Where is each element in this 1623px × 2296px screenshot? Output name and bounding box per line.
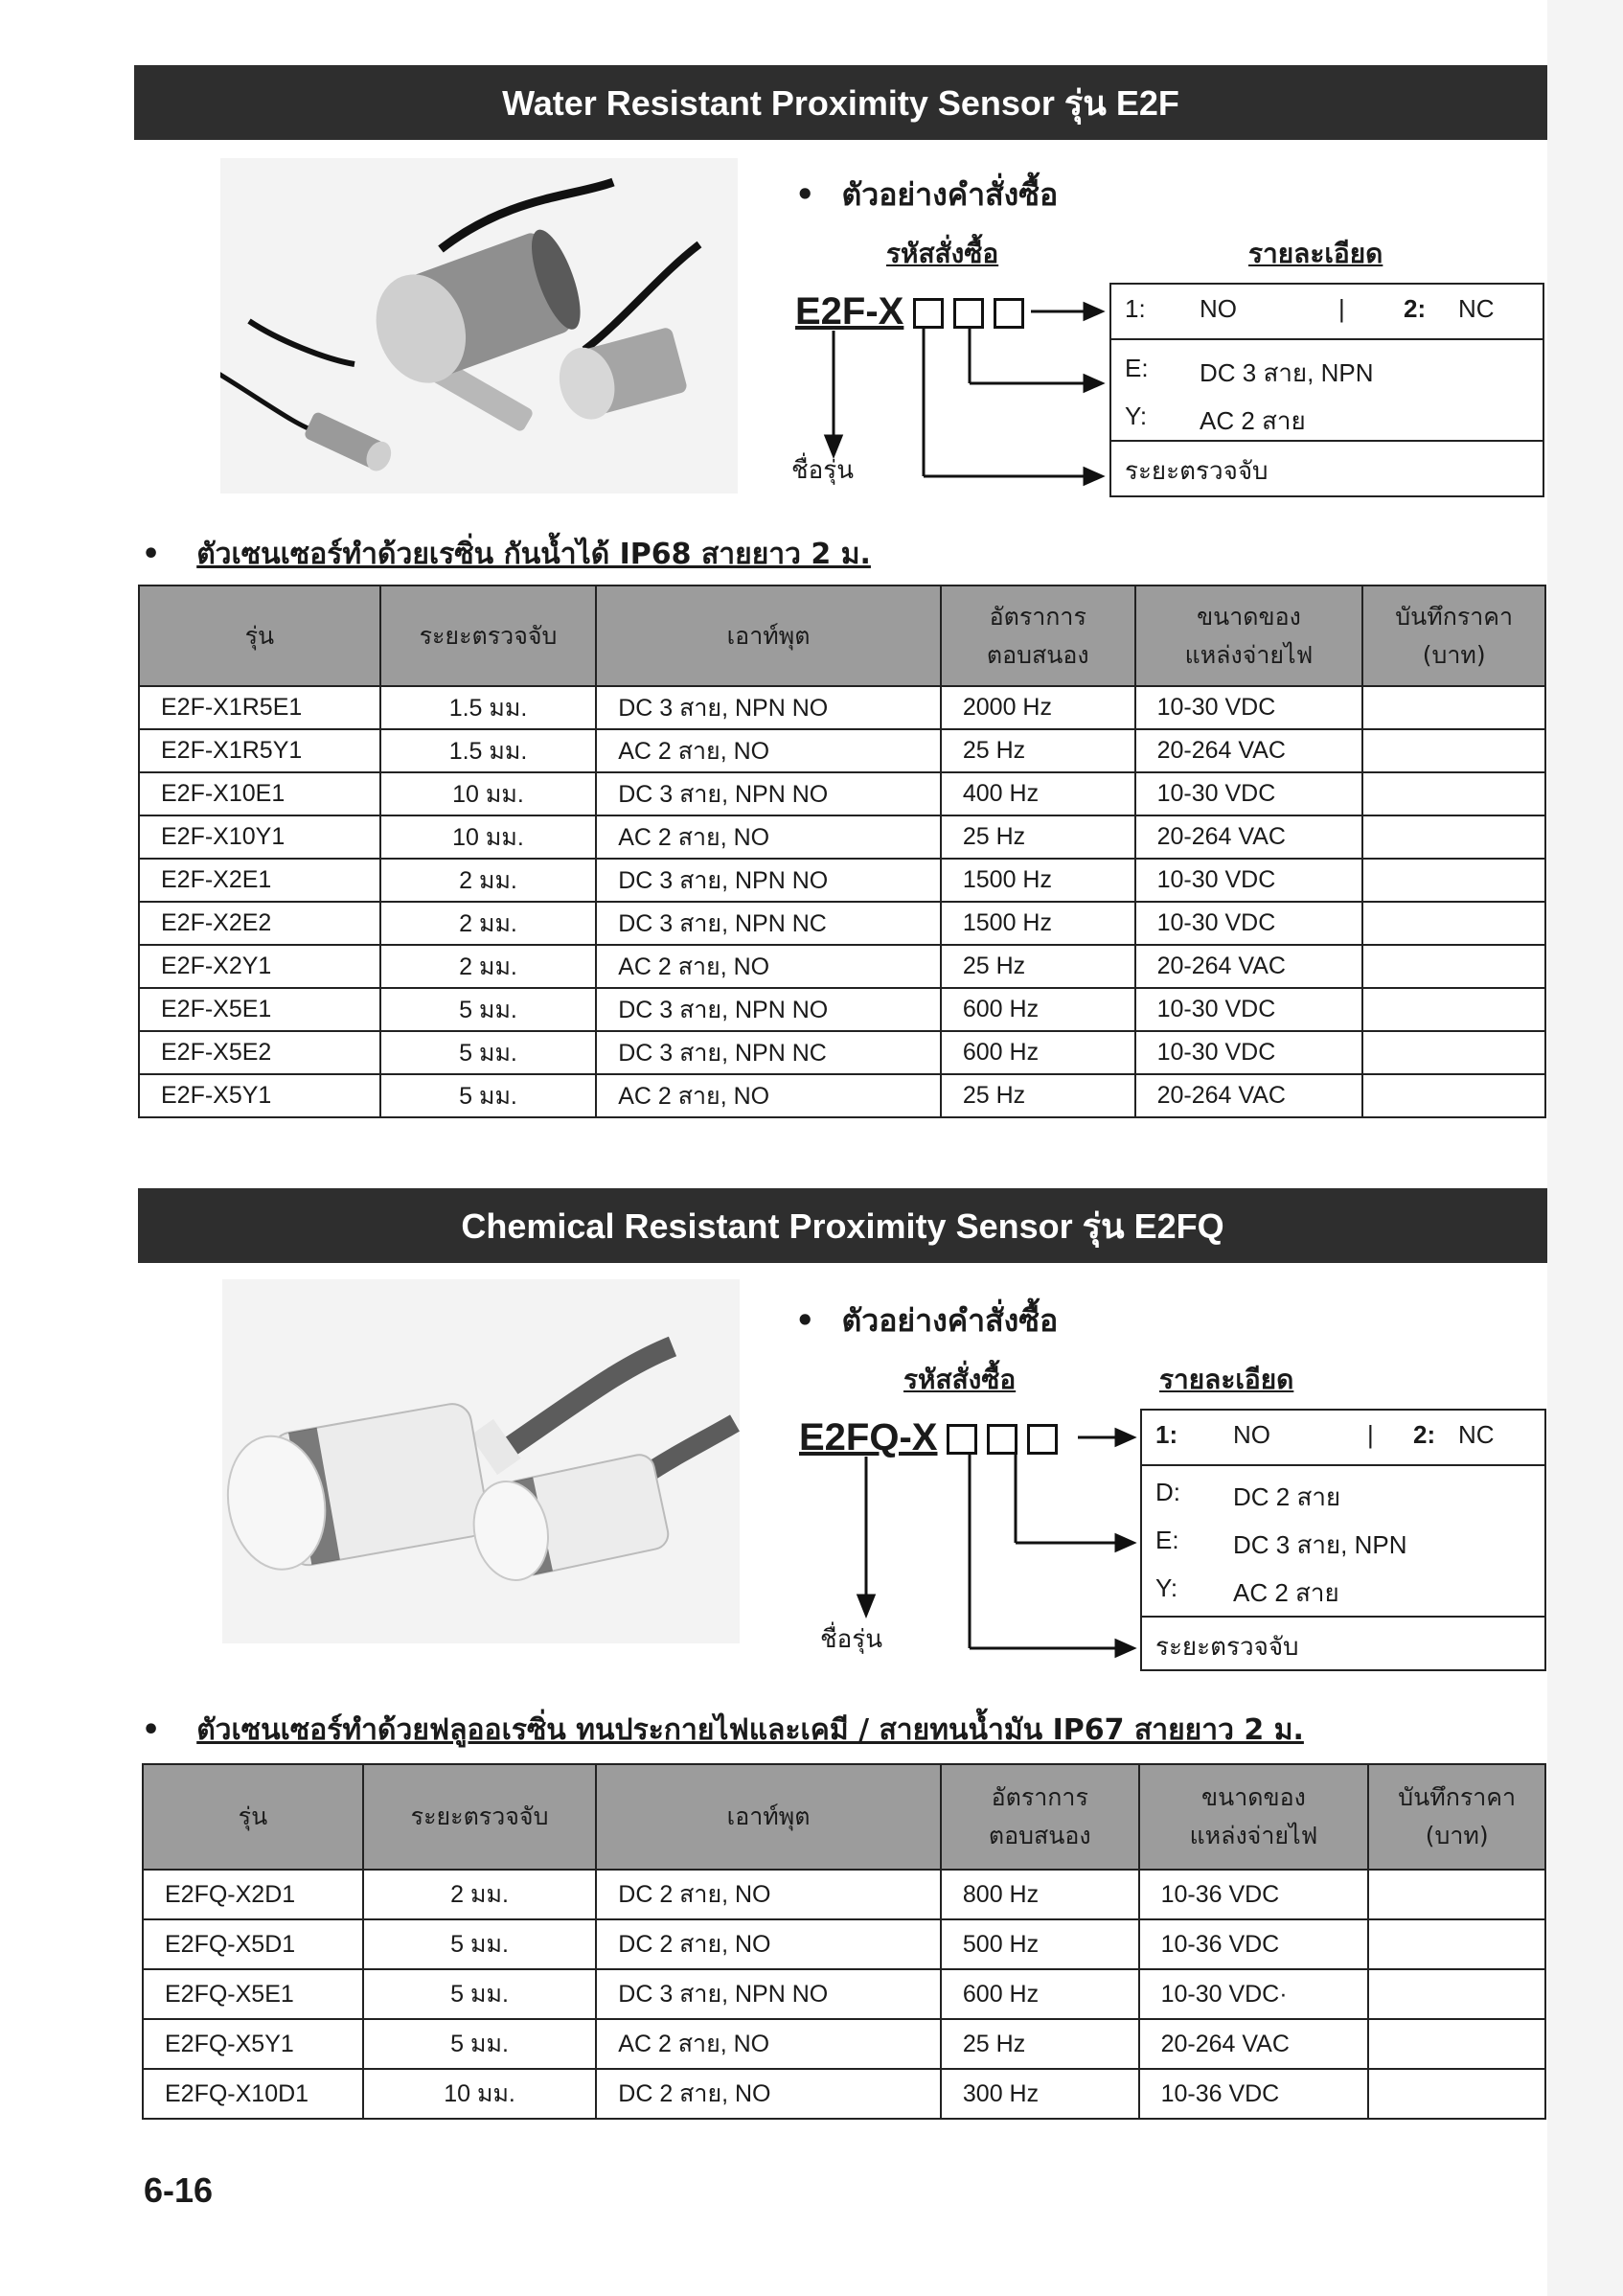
table-row bbox=[143, 1870, 1545, 1919]
cell-model: E2F-X5E1 bbox=[139, 988, 380, 1031]
e2fq-product-photo bbox=[222, 1279, 740, 1643]
col-header-model: รุ่น bbox=[143, 1764, 363, 1870]
cell-distance: 2 มม. bbox=[380, 945, 596, 988]
detail-value: AC 2 สาย bbox=[1233, 1578, 1339, 1607]
cell-distance: 1.5 มม. bbox=[380, 729, 596, 772]
e2fq-spec-table bbox=[142, 1763, 1546, 2120]
cell-price bbox=[1368, 2019, 1545, 2069]
cell-response: 1500 Hz bbox=[941, 902, 1135, 945]
cell-output: DC 3 สาย, NPN NO bbox=[596, 988, 941, 1031]
detail-key: Y: bbox=[1155, 1573, 1178, 1602]
cell-response: 800 Hz bbox=[941, 1870, 1139, 1919]
e2fq-section-banner bbox=[138, 1188, 1547, 1263]
table-row bbox=[143, 1919, 1545, 1969]
cell-supply: 10-36 VDC bbox=[1139, 2069, 1369, 2119]
cell-price bbox=[1362, 1031, 1545, 1074]
cell-distance: 1.5 มม. bbox=[380, 686, 596, 729]
cell-output: AC 2 สาย, NO bbox=[596, 2019, 941, 2069]
cell-distance: 10 มม. bbox=[380, 815, 596, 859]
cell-supply: 20-264 VAC bbox=[1139, 2019, 1369, 2069]
col-header-response: อัตราการ ตอบสนอง bbox=[941, 585, 1135, 686]
cell-supply: 20-264 VAC bbox=[1135, 945, 1363, 988]
cell-supply: 20-264 VAC bbox=[1135, 729, 1363, 772]
e2fq-model-label: ชื่อรุ่น bbox=[820, 1625, 882, 1654]
cell-output: DC 2 สาย, NO bbox=[596, 1870, 941, 1919]
detail-key: E: bbox=[1155, 1526, 1179, 1554]
cell-response: 500 Hz bbox=[941, 1919, 1139, 1969]
e2fq-section-title: Chemical Resistant Proximity Sensor รุ่น E2FQ bbox=[461, 1205, 1224, 1246]
table-row bbox=[139, 729, 1545, 772]
cell-response: 25 Hz bbox=[941, 945, 1135, 988]
table-row bbox=[139, 859, 1545, 902]
cell-output: AC 2 สาย, NO bbox=[596, 729, 941, 772]
cell-price bbox=[1362, 945, 1545, 988]
table-row bbox=[143, 1969, 1545, 2019]
detail-key: Y: bbox=[1125, 402, 1148, 430]
e2f-spec-table bbox=[138, 585, 1546, 1118]
cell-model: E2FQ-X5D1 bbox=[143, 1919, 363, 1969]
e2fq-detail-box bbox=[1140, 1409, 1546, 1671]
cell-response: 600 Hz bbox=[941, 988, 1135, 1031]
col-header-response: อัตราการ ตอบสนอง bbox=[941, 1764, 1139, 1870]
table-row bbox=[139, 1031, 1545, 1074]
cell-model: E2F-X1R5E1 bbox=[139, 686, 380, 729]
cell-model: E2F-X5E2 bbox=[139, 1031, 380, 1074]
cell-model: E2F-X2E1 bbox=[139, 859, 380, 902]
cell-response: 1500 Hz bbox=[941, 859, 1135, 902]
cell-output: AC 2 สาย, NO bbox=[596, 1074, 941, 1117]
detail-value: ระยะตรวจจับ bbox=[1155, 1633, 1299, 1662]
col-header-price: บันทึกราคา (บาท) bbox=[1362, 585, 1545, 686]
cell-supply: 10-36 VDC bbox=[1139, 1870, 1369, 1919]
table-row bbox=[139, 772, 1545, 815]
cell-output: DC 2 สาย, NO bbox=[596, 2069, 941, 2119]
detail-value: DC 3 สาย, NPN bbox=[1233, 1530, 1407, 1559]
cell-supply: 10-30 VDC· bbox=[1139, 1969, 1369, 2019]
cell-supply: 10-30 VDC bbox=[1135, 859, 1363, 902]
code-box-3 bbox=[994, 298, 1024, 329]
detail-value: NC bbox=[1458, 1420, 1495, 1449]
cell-supply: 20-264 VAC bbox=[1135, 1074, 1363, 1117]
cell-distance: 2 มม. bbox=[380, 902, 596, 945]
cell-model: E2FQ-X5E1 bbox=[143, 1969, 363, 2019]
detail-key: 1: bbox=[1155, 1420, 1178, 1449]
e2fq-sensor-illustration bbox=[222, 1279, 740, 1643]
table-row bbox=[139, 815, 1545, 859]
code-box-1 bbox=[913, 298, 944, 329]
e2f-sensor-illustration bbox=[220, 158, 738, 494]
e2fq-detail-row-distance bbox=[1142, 1618, 1544, 1669]
cell-model: E2FQ-X5Y1 bbox=[143, 2019, 363, 2069]
e2f-product-photo bbox=[220, 158, 738, 494]
cell-price bbox=[1368, 1870, 1545, 1919]
col-header-price: บันทึกราคา (บาท) bbox=[1368, 1764, 1545, 1870]
cell-supply: 10-30 VDC bbox=[1135, 772, 1363, 815]
cell-response: 600 Hz bbox=[941, 1031, 1135, 1074]
cell-distance: 5 มม. bbox=[363, 1919, 596, 1969]
table-row bbox=[139, 902, 1545, 945]
code-box-2 bbox=[987, 1424, 1017, 1455]
table-row bbox=[143, 2019, 1545, 2069]
cell-response: 25 Hz bbox=[941, 2019, 1139, 2069]
cell-distance: 5 มม. bbox=[380, 988, 596, 1031]
cell-distance: 5 มม. bbox=[380, 1031, 596, 1074]
cell-price bbox=[1368, 1969, 1545, 2019]
cell-price bbox=[1362, 902, 1545, 945]
detail-key: 1: bbox=[1125, 294, 1146, 323]
e2fq-order-code-label: รหัสสั่งซื้อ bbox=[903, 1364, 1017, 1395]
col-header-supply: ขนาดของ แหล่งจ่ายไฟ bbox=[1135, 585, 1363, 686]
cell-response: 25 Hz bbox=[941, 1074, 1135, 1117]
e2f-detail-label: รายละเอียด bbox=[1248, 238, 1383, 269]
detail-key: 2: bbox=[1413, 1420, 1436, 1449]
cell-distance: 5 มม. bbox=[363, 2019, 596, 2069]
cell-price bbox=[1362, 859, 1545, 902]
cell-supply: 10-30 VDC bbox=[1135, 902, 1363, 945]
cell-distance: 5 มม. bbox=[363, 1969, 596, 2019]
bullet-icon: • bbox=[142, 1713, 161, 1747]
table-row bbox=[139, 1074, 1545, 1117]
cell-price bbox=[1362, 815, 1545, 859]
cell-supply: 10-36 VDC bbox=[1139, 1919, 1369, 1969]
e2fq-code-prefix: E2FQ-X bbox=[799, 1416, 938, 1458]
cell-model: E2FQ-X2D1 bbox=[143, 1870, 363, 1919]
cell-model: E2FQ-X10D1 bbox=[143, 2069, 363, 2119]
table-row bbox=[143, 2069, 1545, 2119]
e2f-detail-row-distance bbox=[1111, 442, 1543, 494]
col-header-output: เอาท์พุต bbox=[596, 585, 941, 686]
e2f-detail-box bbox=[1109, 283, 1544, 497]
cell-response: 2000 Hz bbox=[941, 686, 1135, 729]
detail-value: DC 2 สาย bbox=[1233, 1482, 1341, 1511]
e2fq-detail-label: รายละเอียด bbox=[1159, 1364, 1294, 1395]
cell-supply: 10-30 VDC bbox=[1135, 686, 1363, 729]
e2fq-detail-row-type bbox=[1142, 1466, 1544, 1618]
cell-response: 25 Hz bbox=[941, 815, 1135, 859]
cell-output: DC 3 สาย, NPN NO bbox=[596, 859, 941, 902]
detail-value: AC 2 สาย bbox=[1200, 406, 1306, 435]
code-box-3 bbox=[1027, 1424, 1058, 1455]
table-row bbox=[139, 945, 1545, 988]
e2f-order-code bbox=[795, 290, 1024, 333]
cell-output: DC 3 สาย, NPN NC bbox=[596, 1031, 941, 1074]
e2fq-table-heading-text: ตัวเซนเซอร์ทำด้วยฟลูออเรซิ่น ทนประกายไฟและเคมี / สายทนน้ำมัน IP67 สายยาว 2 ม. bbox=[196, 1713, 1304, 1747]
table-header-row bbox=[139, 585, 1545, 686]
table-header-row bbox=[143, 1764, 1545, 1870]
cell-distance: 2 มม. bbox=[363, 1870, 596, 1919]
cell-price bbox=[1368, 2069, 1545, 2119]
e2fq-order-code bbox=[799, 1416, 1058, 1459]
cell-price bbox=[1362, 686, 1545, 729]
cell-output: DC 3 สาย, NPN NO bbox=[596, 686, 941, 729]
page-edge-shadow bbox=[1547, 0, 1623, 2296]
cell-price bbox=[1362, 1074, 1545, 1117]
detail-value: NO bbox=[1233, 1420, 1270, 1449]
e2f-order-heading-text: ตัวอย่างคำสั่งซื้อ bbox=[841, 176, 1059, 213]
e2f-table-heading-text: ตัวเซนเซอร์ทำด้วยเรซิ่น กันน้ำได้ IP68 สายยาว 2 ม. bbox=[196, 538, 871, 571]
cell-response: 300 Hz bbox=[941, 2069, 1139, 2119]
cell-model: E2F-X2Y1 bbox=[139, 945, 380, 988]
e2f-table-heading bbox=[142, 532, 871, 577]
cell-supply: 20-264 VAC bbox=[1135, 815, 1363, 859]
col-header-distance: ระยะตรวจจับ bbox=[380, 585, 596, 686]
cell-supply: 10-30 VDC bbox=[1135, 988, 1363, 1031]
detail-value: NO bbox=[1200, 294, 1237, 323]
cell-price bbox=[1362, 729, 1545, 772]
detail-separator: | bbox=[1338, 294, 1345, 323]
cell-model: E2F-X10E1 bbox=[139, 772, 380, 815]
bullet-icon: • bbox=[795, 176, 815, 213]
e2fq-order-heading-text: ตัวอย่างคำสั่งซื้อ bbox=[841, 1302, 1059, 1339]
e2fq-table-heading bbox=[142, 1708, 1304, 1753]
code-box-1 bbox=[947, 1424, 977, 1455]
cell-output: DC 2 สาย, NO bbox=[596, 1919, 941, 1969]
e2fq-order-heading bbox=[795, 1297, 1058, 1345]
col-header-model: รุ่น bbox=[139, 585, 380, 686]
page-number: 6-16 bbox=[144, 2170, 214, 2210]
col-header-distance: ระยะตรวจจับ bbox=[363, 1764, 596, 1870]
cell-output: DC 3 สาย, NPN NO bbox=[596, 772, 941, 815]
detail-value: NC bbox=[1458, 294, 1495, 323]
detail-key: 2: bbox=[1404, 294, 1427, 323]
col-header-output: เอาท์พุต bbox=[596, 1764, 941, 1870]
col-header-supply: ขนาดของ แหล่งจ่ายไฟ bbox=[1139, 1764, 1369, 1870]
e2f-detail-row-type bbox=[1111, 340, 1543, 442]
cell-response: 400 Hz bbox=[941, 772, 1135, 815]
detail-key: D: bbox=[1155, 1478, 1180, 1506]
table-row bbox=[139, 988, 1545, 1031]
detail-value: DC 3 สาย, NPN bbox=[1200, 358, 1374, 387]
e2f-order-heading bbox=[795, 171, 1058, 219]
code-box-2 bbox=[953, 298, 984, 329]
cell-output: AC 2 สาย, NO bbox=[596, 815, 941, 859]
cell-distance: 10 มม. bbox=[380, 772, 596, 815]
detail-separator: | bbox=[1367, 1420, 1374, 1449]
cell-output: DC 3 สาย, NPN NC bbox=[596, 902, 941, 945]
cell-model: E2F-X10Y1 bbox=[139, 815, 380, 859]
cell-model: E2F-X1R5Y1 bbox=[139, 729, 380, 772]
e2f-order-code-label: รหัสสั่งซื้อ bbox=[886, 238, 999, 269]
cell-response: 600 Hz bbox=[941, 1969, 1139, 2019]
cell-price bbox=[1362, 772, 1545, 815]
cell-distance: 5 มม. bbox=[380, 1074, 596, 1117]
e2f-model-label: ชื่อรุ่น bbox=[791, 456, 854, 485]
e2f-section-title: Water Resistant Proximity Sensor รุ่น E2F bbox=[502, 82, 1179, 123]
cell-model: E2F-X5Y1 bbox=[139, 1074, 380, 1117]
table-row bbox=[139, 686, 1545, 729]
detail-value: ระยะตรวจจับ bbox=[1125, 457, 1269, 486]
e2fq-detail-row-output bbox=[1142, 1411, 1544, 1466]
cell-supply: 10-30 VDC bbox=[1135, 1031, 1363, 1074]
e2f-section-banner bbox=[134, 65, 1547, 140]
cell-model: E2F-X2E2 bbox=[139, 902, 380, 945]
detail-key: E: bbox=[1125, 354, 1149, 382]
cell-price bbox=[1368, 1919, 1545, 1969]
e2f-code-prefix: E2F-X bbox=[795, 290, 904, 333]
bullet-icon: • bbox=[795, 1302, 815, 1339]
e2f-detail-row-output bbox=[1111, 285, 1543, 340]
cell-output: AC 2 สาย, NO bbox=[596, 945, 941, 988]
cell-price bbox=[1362, 988, 1545, 1031]
bullet-icon: • bbox=[142, 538, 161, 571]
cell-output: DC 3 สาย, NPN NO bbox=[596, 1969, 941, 2019]
cell-response: 25 Hz bbox=[941, 729, 1135, 772]
cell-distance: 10 มม. bbox=[363, 2069, 596, 2119]
cell-distance: 2 มม. bbox=[380, 859, 596, 902]
